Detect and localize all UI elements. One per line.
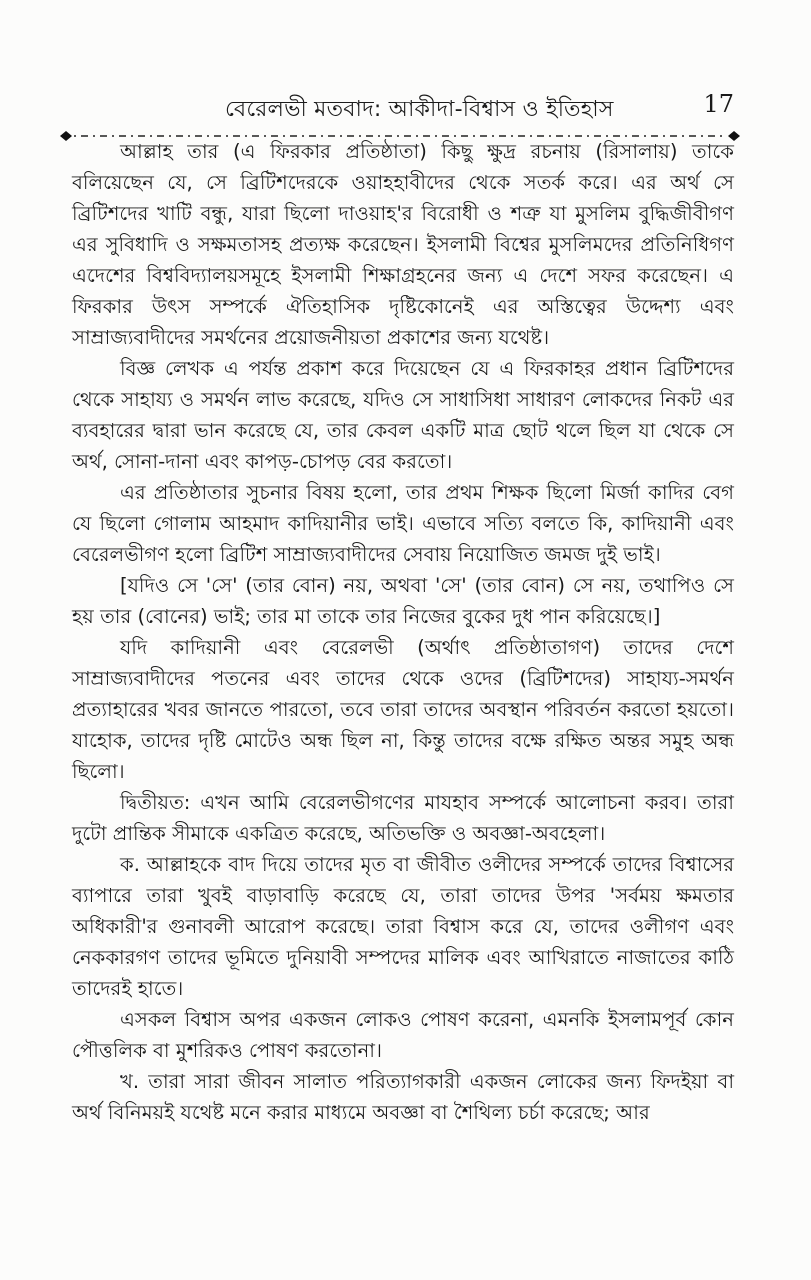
paragraph-9-point-kha: খ. তারা সারা জীবন সালাত পরিত্যাগকারী একজন লোকের জন্য ফিদইয়া বা অর্থ বিনিময়ই যথেষ্ট মনে করার মাধ্যমে অবজ্ঞা বা শৈথিল্য চর্চা করেছে; আর xyxy=(72,1070,734,1124)
paragraph-6: দ্বিতীয়ত: এখন আমি বেরেলভীগণের মাযহাব সম্পর্কে আলোচনা করব। তারা দুটো প্রান্তিক সীমাকে একত্রিত করেছে, অতিভক্তি ও অবজ্ঞা-অবহেলা। xyxy=(72,791,734,845)
paragraph-4-bracketed-note: [যদিও সে 'সে' (তার বোন) নয়, অথবা 'সে' (তার বোন) সে নয়, তথাপিও সে হয় তার (বোনের) ভাই; তার মা তাকে তার নিজের বুকের দুধ পান করিয়েছে।] xyxy=(72,574,734,628)
diamond-ornament-left xyxy=(60,131,72,141)
running-title: বেরেলভী মতবাদ: আকীদা-বিশ্বাস ও ইতিহাস xyxy=(225,97,614,122)
paragraph-8: এসকল বিশ্বাস অপর একজন লোকও পোষণ করেনা, এমনকি ইসলামপূর্ব কোন পৌত্তলিক বা মুশরিকও পোষণ করতোনা। xyxy=(72,1008,734,1062)
paragraph-1: আল্লাহ তার (এ ফিরকার প্রতিষ্ঠাতা) কিছু ক্ষুদ্র রচনায় (রিসালায়) তাকে বলিয়েছেন যে, সে ব্রিটিশদেরকে ওয়াহহাবীদের থেকে সতর্ক করে। এর অর্থ সে ব্রিটিশদের খাটি বন্ধু, যারা ছিলো দাওয়াহ'র বিরোধী ও শত্রু যা মুসলিম বুদ্ধিজীবীগণ এর সুবিধাদি ও সক্ষমতাসহ প্রত্যক্ষ করেছেন। ইসলামী বিশ্বের মুসলিমদের প্রতিনিধিগণ এদেশের বিশ্ববিদ্যালয়সমূহে ইসলামী শিক্ষাগ্রহনের জন্য এ দেশে সফর করেছেন। এ ফিরকার উৎস সম্পর্কে ঐতিহাসিক দৃষ্টিকোনেই এর অস্তিত্বের উদ্দেশ্য এবং সাম্রাজ্যবাদীদের সমর্থনের প্রয়োজনীয়তা প্রকাশের জন্য যথেষ্ট। xyxy=(72,140,734,349)
body-text xyxy=(72,136,734,1128)
paragraph-5: যদি কাদিয়ানী এবং বেরেলভী (অর্থাৎ প্রতিষ্ঠাতাগণ) তাদের দেশে সাম্রাজ্যবাদীদের পতনের এবং তাদের থেকে ওদের (ব্রিটিশদের) সাহায্য-সমর্থন প্রত্যাহারের খবর জানতে পারতো, তবে তারা তাদের অবস্থান পরিবর্তন করতো হয়তো। যাহোক, তাদের দৃষ্টি মোটেও অন্ধ ছিল না, কিন্তু তাদের বক্ষে রক্ষিত অন্তর সমুহ অন্ধ ছিলো। xyxy=(72,636,734,783)
paragraph-3: এর প্রতিষ্ঠাতার সুচনার বিষয় হলো, তার প্রথম শিক্ষক ছিলো মির্জা কাদির বেগ যে ছিলো গোলাম আহমাদ কাদিয়ানীর ভাই। এভাবে সত্যি বলতে কি, কাদিয়ানী এবং বেরেলভীগণ হলো ব্রিটিশ সাম্রাজ্যবাদীদের সেবায় নিয়োজিত জমজ দুই ভাই। xyxy=(72,481,735,566)
page-header xyxy=(60,78,740,138)
paragraph-2: বিজ্ঞ লেখক এ পর্যন্ত প্রকাশ করে দিয়েছেন যে এ ফিরকাহর প্রধান ব্রিটিশদের থেকে সাহায্য ও সমর্থন লাভ করেছে, যদিও সে সাধাসিধা সাধারণ লোকদের নিকট এর ব্যবহারের দ্বারা ভান করেছে যে, তার কেবল একটি মাত্র ছোট থলে ছিল যা থেকে সে অর্থ, সোনা-দানা এবং কাপড়-চোপড় বের করতো। xyxy=(72,357,734,473)
paragraph-7-point-ka: ক. আল্লাহকে বাদ দিয়ে তাদের মৃত বা জীবীত ওলীদের সম্পর্কে তাদের বিশ্বাসের ব্যাপারে তারা খুবই বাড়াবাড়ি করেছে যে, তারা তাদের উপর 'সর্বময় ক্ষমতার অধিকারী'র গুনাবলী আরোপ করেছে। তারা বিশ্বাস করে যে, তাদের ওলীগণ এবং নেককারগণ তাদের ভূমিতে দুনিয়াবী সম্পদের মালিক এবং আখিরাতে নাজাতের কাঠি তাদেরই হাতে। xyxy=(72,853,734,1000)
page-number: 17 xyxy=(703,90,734,118)
